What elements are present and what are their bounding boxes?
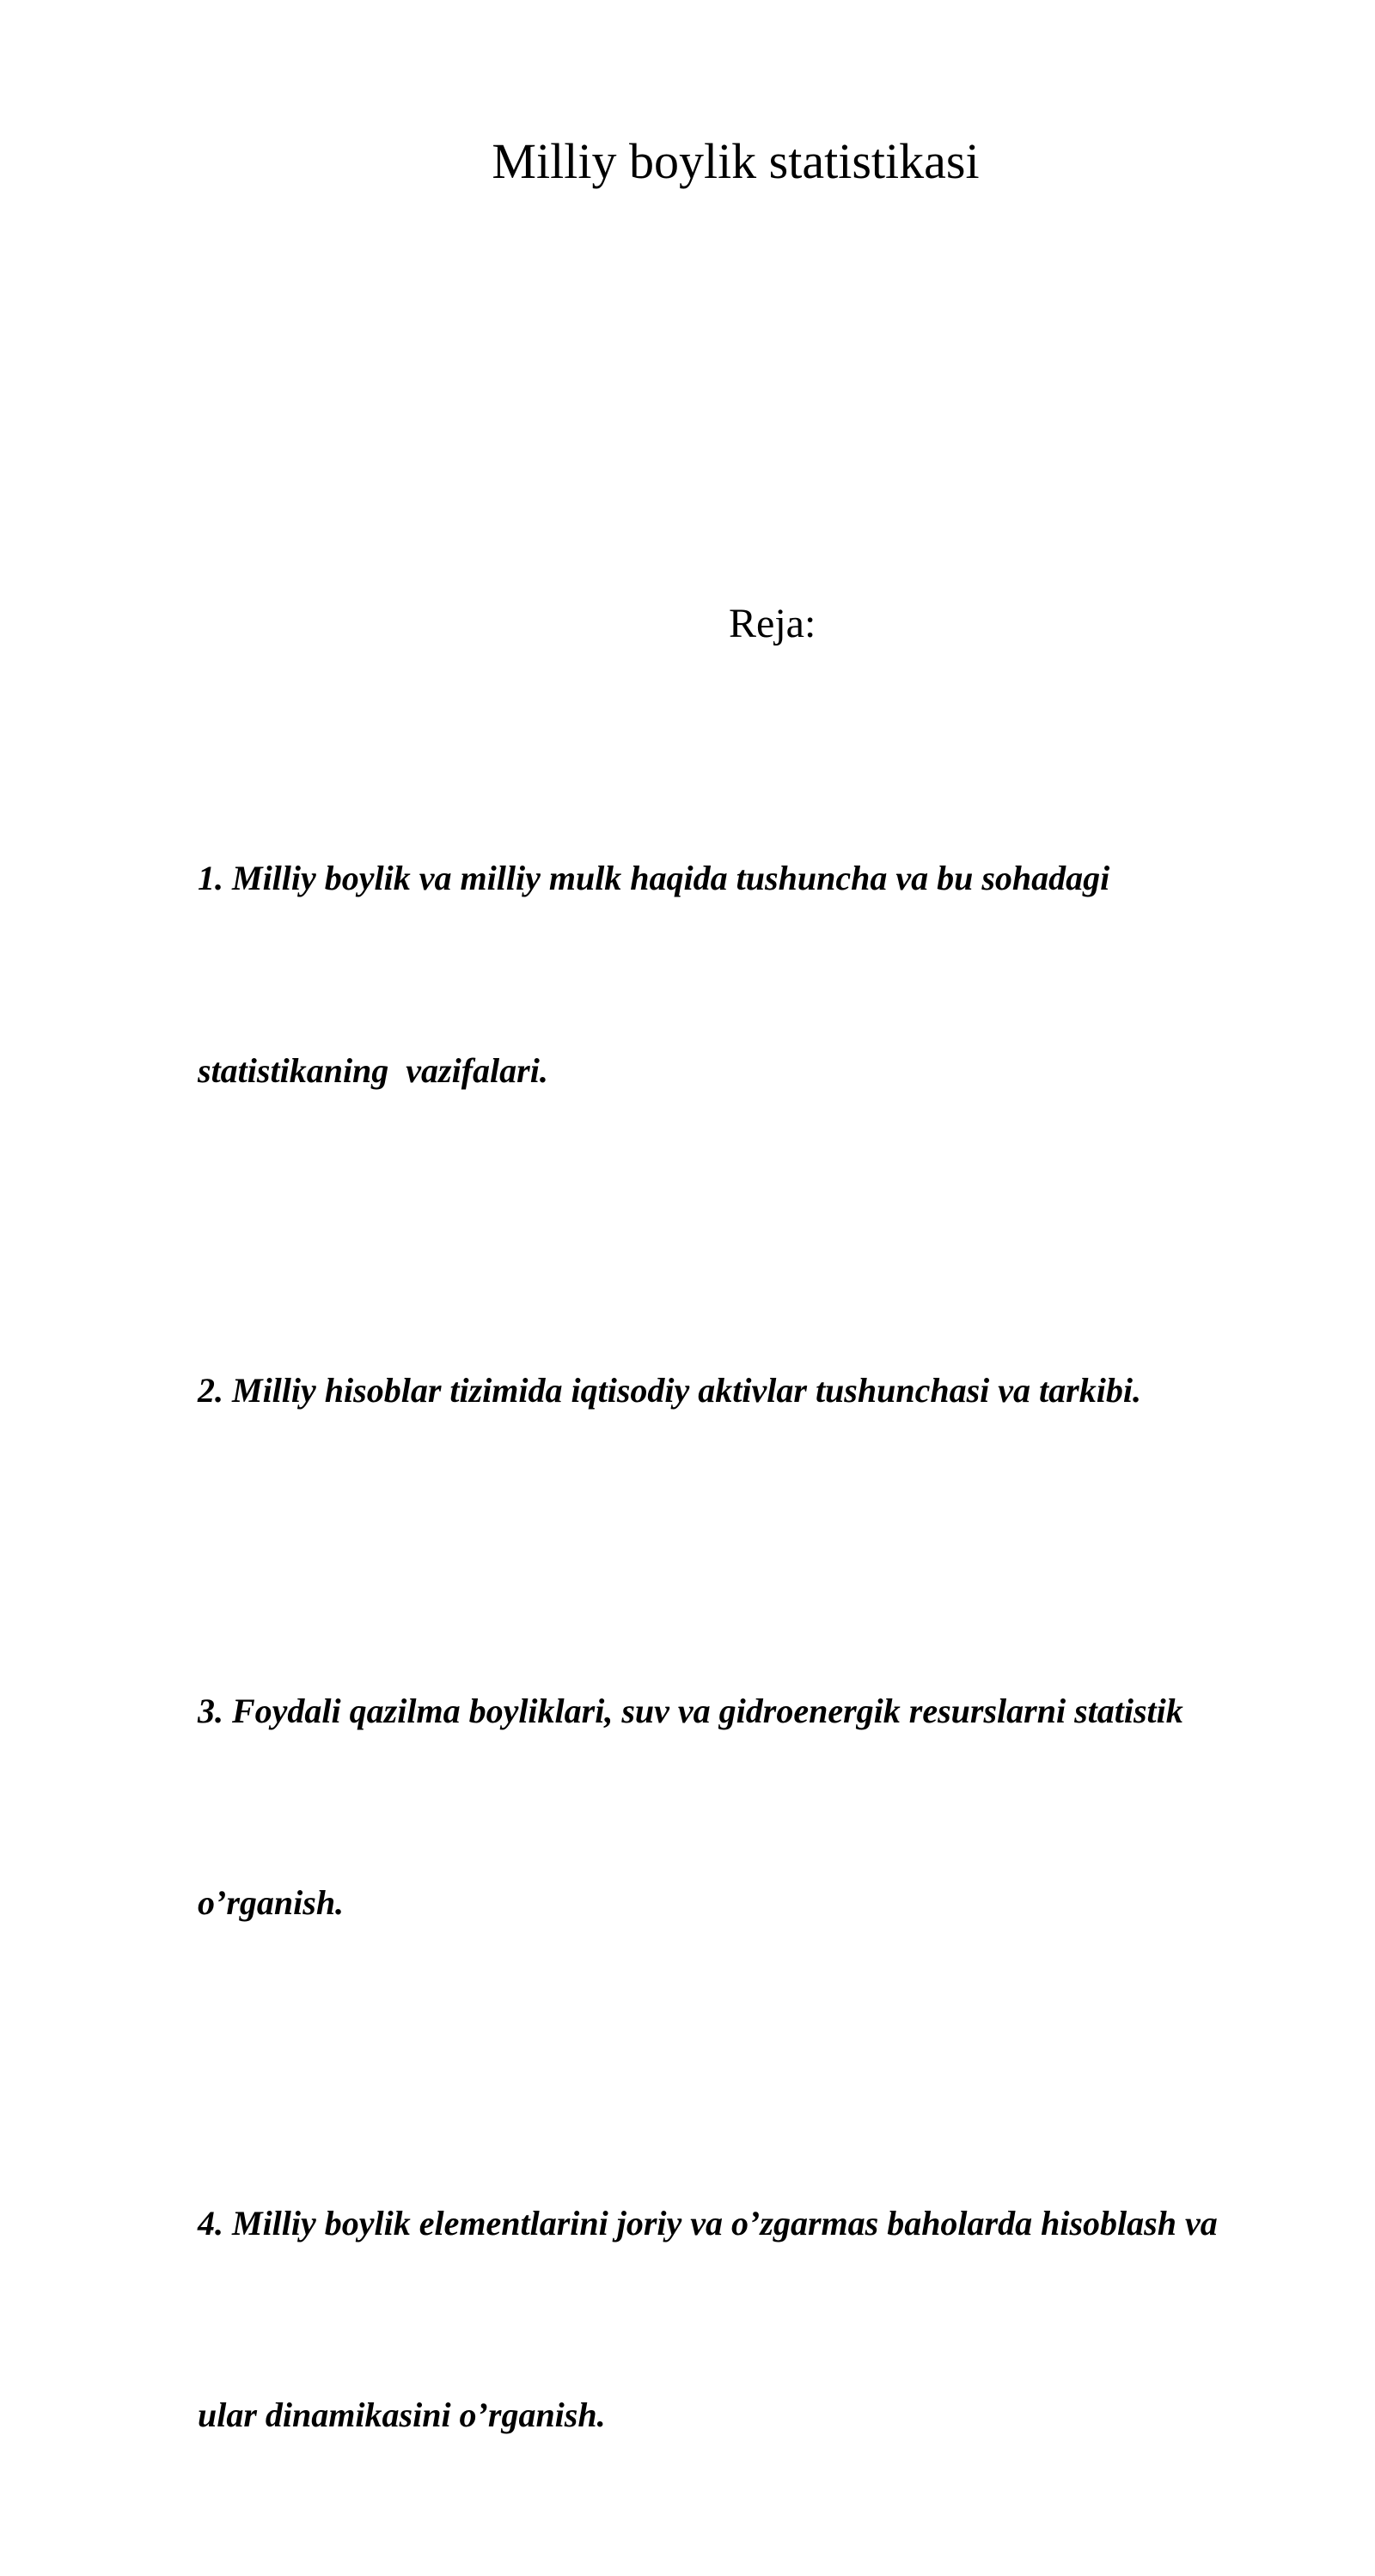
plan-heading: Reja: (729, 601, 816, 646)
plan-item-4-line-2: ular dinamikasini o’rganish. (198, 2395, 606, 2434)
plan-item-3-line-1: 3. Foydali qazilma boyliklari, suv va gidroenergik resurslarni statistik (198, 1691, 1183, 1730)
plan-item-1-line-1: 1. Milliy boylik va milliy mulk haqida tushuncha va bu sohadagi (198, 859, 1110, 897)
plan-item-3 (198, 1551, 1315, 2064)
plan-item-1 (198, 719, 1315, 1231)
document-title: Milliy boylik statistikasi (492, 133, 980, 189)
plan-item-2-line-1: 2. Milliy hisoblar tizimida iqtisodiy aktivlar tushunchasi va tarkibi. (198, 1371, 1141, 1410)
plan-item-4-line-1: 4. Milliy boylik elementlarini joriy va o’zgarmas baholarda hisoblash va (198, 2203, 1218, 2243)
plan-list (198, 719, 1315, 2576)
plan-item-3-line-2: o’rganish. (198, 1883, 345, 1922)
plan-item-2 (198, 1231, 1315, 1551)
plan-item-1-line-2: statistikaning vazifalari. (198, 1050, 548, 1090)
plan-item-4 (198, 2064, 1315, 2576)
